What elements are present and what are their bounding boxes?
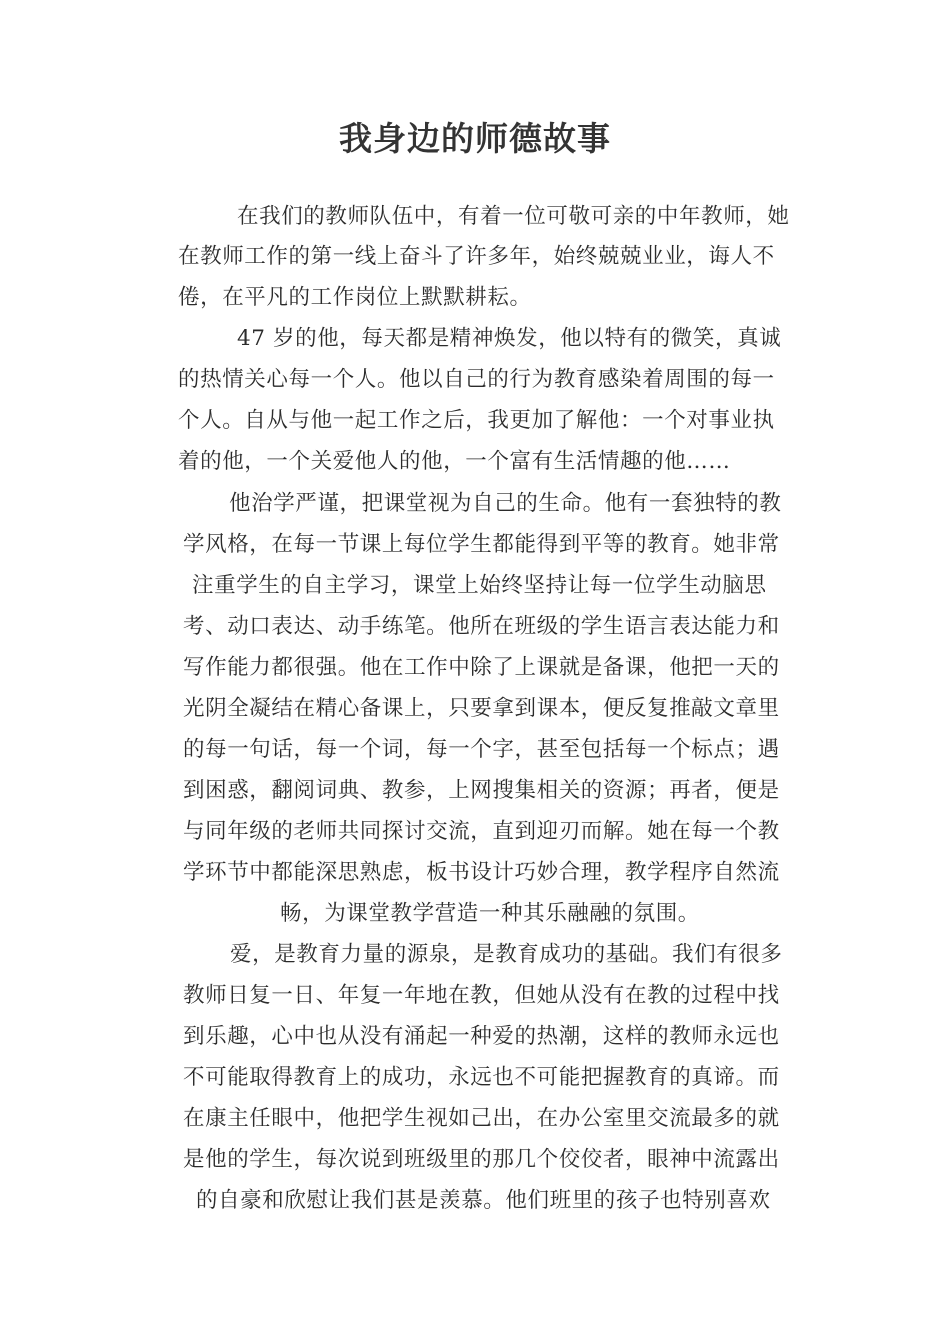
text-line: 倦，在平凡的工作岗位上默默耕耘。 (178, 285, 532, 310)
text-line: 考、动口表达、动手练笔。他所在班级的学生语言表达能力和 (183, 614, 780, 639)
text-line: 爱，是教育力量的源泉，是教育成功的基础。我们有很多 (230, 942, 783, 967)
text-line: 的热情关心每一个人。他以自己的行为教育感染着周围的每一 (178, 367, 775, 392)
text-line: 个人。自从与他一起工作之后，我更加了解他：一个对事业执 (178, 408, 775, 433)
text-line: 畅，为课堂教学营造一种其乐融融的氛围。 (280, 901, 700, 926)
text-line: 在我们的教师队伍中，有着一位可敬可亲的中年教师，她 (237, 204, 790, 229)
text-line: 不可能取得教育上的成功，永远也不可能把握教育的真谛。而 (183, 1065, 780, 1090)
document-title: 我身边的师德故事 (339, 119, 611, 158)
text-line: 学风格，在每一节课上每位学生都能得到平等的教育。她非常 (183, 532, 780, 557)
text-line: 的每一句话，每一个词，每一个字，甚至包括每一个标点；遇 (183, 737, 780, 762)
text-line: 在康主任眼中，他把学生视如己出，在办公室里交流最多的就 (183, 1106, 780, 1131)
text-line: 的自豪和欣慰让我们甚是羡慕。他们班里的孩子也特别喜欢 (196, 1188, 771, 1213)
text-line: 写作能力都很强。他在工作中除了上课就是备课，他把一天的 (183, 655, 780, 680)
text-line: 学环节中都能深思熟虑，板书设计巧妙合理，教学程序自然流 (183, 860, 780, 885)
text-line: 在教师工作的第一线上奋斗了许多年，始终兢兢业业，诲人不 (178, 244, 775, 269)
text-line: 注重学生的自主学习，课堂上始终坚持让每一位学生动脑思 (192, 573, 767, 598)
text-line: 光阴全凝结在精心备课上，只要拿到课本，便反复推敲文章里 (183, 696, 780, 721)
text-line: 到困惑，翻阅词典、教参，上网搜集相关的资源；再者，便是 (183, 778, 780, 803)
text-line: 到乐趣，心中也从没有涌起一种爱的热潮，这样的教师永远也 (183, 1024, 780, 1049)
text-line: 着的他，一个关爱他人的他，一个富有生活情趣的他…… (178, 449, 731, 474)
text-line: 是他的学生，每次说到班级里的那几个佼佼者，眼神中流露出 (183, 1147, 780, 1172)
text-line: 他治学严谨，把课堂视为自己的生命。他有一套独特的教 (229, 491, 782, 516)
text-line: 与同年级的老师共同探讨交流，直到迎刃而解。她在每一个教 (183, 819, 780, 844)
text-line: 47 岁的他，每天都是精神焕发，他以特有的微笑，真诚 (237, 326, 782, 351)
text-line: 教师日复一日、年复一年地在教，但她从没有在教的过程中找 (183, 983, 780, 1008)
